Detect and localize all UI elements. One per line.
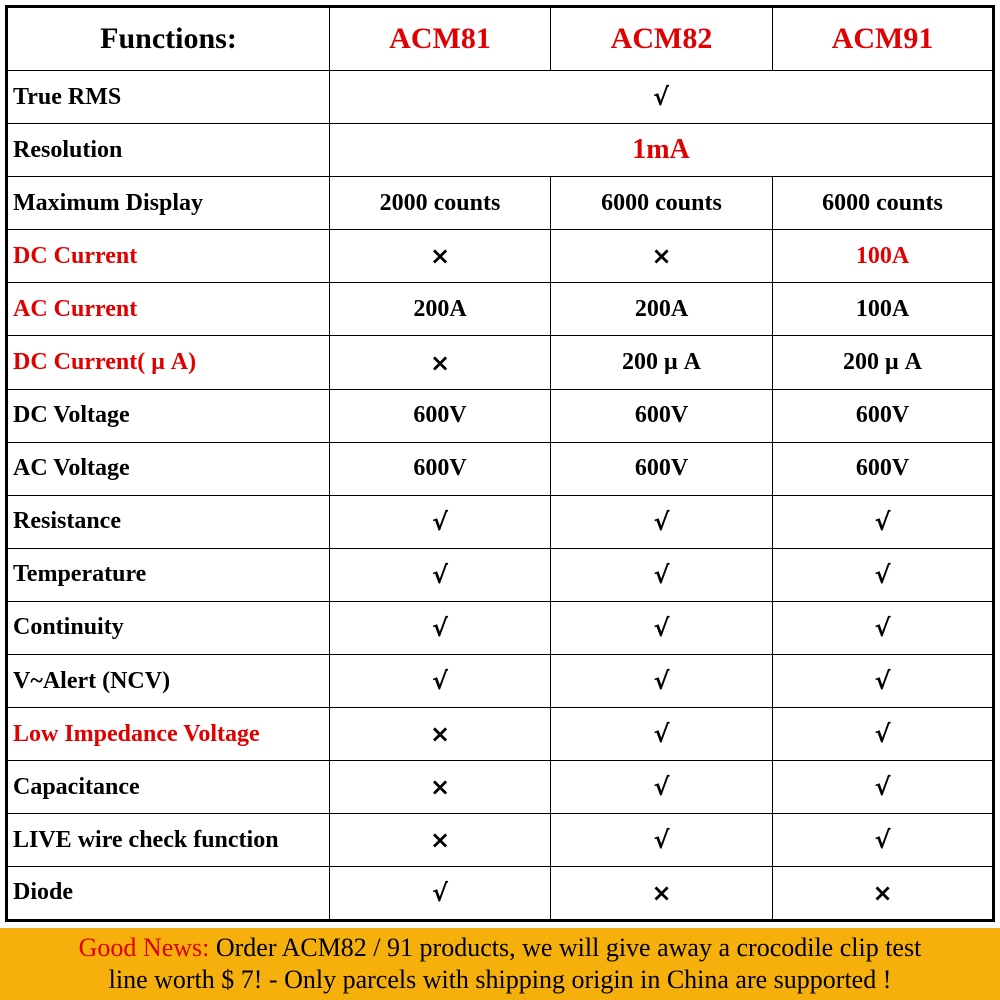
cell-acm91-v-alert-ncv: √ (773, 655, 994, 708)
merged-value-resolution: 1mA (330, 124, 994, 177)
cell-acm81-ac-voltage: 600V (330, 442, 551, 495)
table-row (7, 761, 994, 814)
cell-acm82-capacitance: √ (551, 761, 773, 814)
row-label-continuity: Continuity (7, 601, 330, 654)
table-row (7, 389, 994, 442)
cell-acm81-maximum-display: 2000 counts (330, 177, 551, 230)
cell-acm81-continuity: √ (330, 601, 551, 654)
row-label-ac-current: AC Current (7, 283, 330, 336)
cell-acm82-continuity: √ (551, 601, 773, 654)
cell-acm82-resistance: √ (551, 495, 773, 548)
cell-acm91-dc-current: 100A (773, 230, 994, 283)
table-row (7, 124, 994, 177)
table-row (7, 708, 994, 761)
cell-acm91-capacitance: √ (773, 761, 994, 814)
table-row (7, 230, 994, 283)
cell-acm91-continuity: √ (773, 601, 994, 654)
cell-acm91-diode: × (773, 867, 994, 920)
row-label-maximum-display: Maximum Display (7, 177, 330, 230)
row-label-resistance: Resistance (7, 495, 330, 548)
table-row (7, 601, 994, 654)
cell-acm91-ac-voltage: 600V (773, 442, 994, 495)
row-label-dc-current-a: DC Current( μ A) (7, 336, 330, 389)
cell-acm81-dc-current-a: × (330, 336, 551, 389)
cell-acm91-resistance: √ (773, 495, 994, 548)
banner-highlight: Good News: (78, 933, 210, 962)
comparison-table (5, 5, 995, 922)
cell-acm82-ac-voltage: 600V (551, 442, 773, 495)
banner-line-1 (0, 932, 1000, 964)
cell-acm82-dc-current-a: 200 μ A (551, 336, 773, 389)
table-row (7, 177, 994, 230)
table-row (7, 814, 994, 867)
banner-line-2: line worth $ 7! - Only parcels with shipping origin in China are supported ! (108, 965, 892, 994)
table-body (7, 71, 994, 921)
cell-acm91-temperature: √ (773, 548, 994, 601)
cell-acm91-live-wire-check-function: √ (773, 814, 994, 867)
table-row (7, 442, 994, 495)
cell-acm81-v-alert-ncv: √ (330, 655, 551, 708)
cell-acm81-low-impedance-voltage: × (330, 708, 551, 761)
table-row (7, 495, 994, 548)
cell-acm81-ac-current: 200A (330, 283, 551, 336)
cell-acm91-low-impedance-voltage: √ (773, 708, 994, 761)
cell-acm82-temperature: √ (551, 548, 773, 601)
table-row (7, 548, 994, 601)
cell-acm91-maximum-display: 6000 counts (773, 177, 994, 230)
cell-acm91-dc-current-a: 200 μ A (773, 336, 994, 389)
row-label-ac-voltage: AC Voltage (7, 442, 330, 495)
cell-acm81-temperature: √ (330, 548, 551, 601)
cell-acm82-diode: × (551, 867, 773, 920)
row-label-diode: Diode (7, 867, 330, 920)
row-label-temperature: Temperature (7, 548, 330, 601)
row-label-dc-voltage: DC Voltage (7, 389, 330, 442)
row-label-true-rms: True RMS (7, 71, 330, 124)
promo-banner (0, 928, 1000, 1000)
table-row (7, 655, 994, 708)
cell-acm82-dc-current: × (551, 230, 773, 283)
cell-acm81-dc-current: × (330, 230, 551, 283)
cell-acm82-low-impedance-voltage: √ (551, 708, 773, 761)
cell-acm81-resistance: √ (330, 495, 551, 548)
table-row (7, 71, 994, 124)
table-row (7, 336, 994, 389)
row-label-low-impedance-voltage: Low Impedance Voltage (7, 708, 330, 761)
functions-header: Functions: (7, 7, 330, 71)
cell-acm91-dc-voltage: 600V (773, 389, 994, 442)
merged-value-true-rms: √ (330, 71, 994, 124)
cell-acm82-maximum-display: 6000 counts (551, 177, 773, 230)
row-label-resolution: Resolution (7, 124, 330, 177)
model-header-acm91: ACM91 (773, 7, 994, 71)
banner-text-1: Order ACM82 / 91 products, we will give away a crocodile clip test (209, 933, 922, 962)
cell-acm81-diode: √ (330, 867, 551, 920)
cell-acm82-ac-current: 200A (551, 283, 773, 336)
row-label-capacitance: Capacitance (7, 761, 330, 814)
cell-acm82-dc-voltage: 600V (551, 389, 773, 442)
cell-acm81-dc-voltage: 600V (330, 389, 551, 442)
model-header-acm81: ACM81 (330, 7, 551, 71)
cell-acm82-live-wire-check-function: √ (551, 814, 773, 867)
header-row (7, 7, 994, 71)
cell-acm81-live-wire-check-function: × (330, 814, 551, 867)
cell-acm81-capacitance: × (330, 761, 551, 814)
row-label-live-wire-check-function: LIVE wire check function (7, 814, 330, 867)
table-row (7, 867, 994, 920)
table-row (7, 283, 994, 336)
cell-acm91-ac-current: 100A (773, 283, 994, 336)
cell-acm82-v-alert-ncv: √ (551, 655, 773, 708)
row-label-dc-current: DC Current (7, 230, 330, 283)
model-header-acm82: ACM82 (551, 7, 773, 71)
row-label-v-alert-ncv: V~Alert (NCV) (7, 655, 330, 708)
